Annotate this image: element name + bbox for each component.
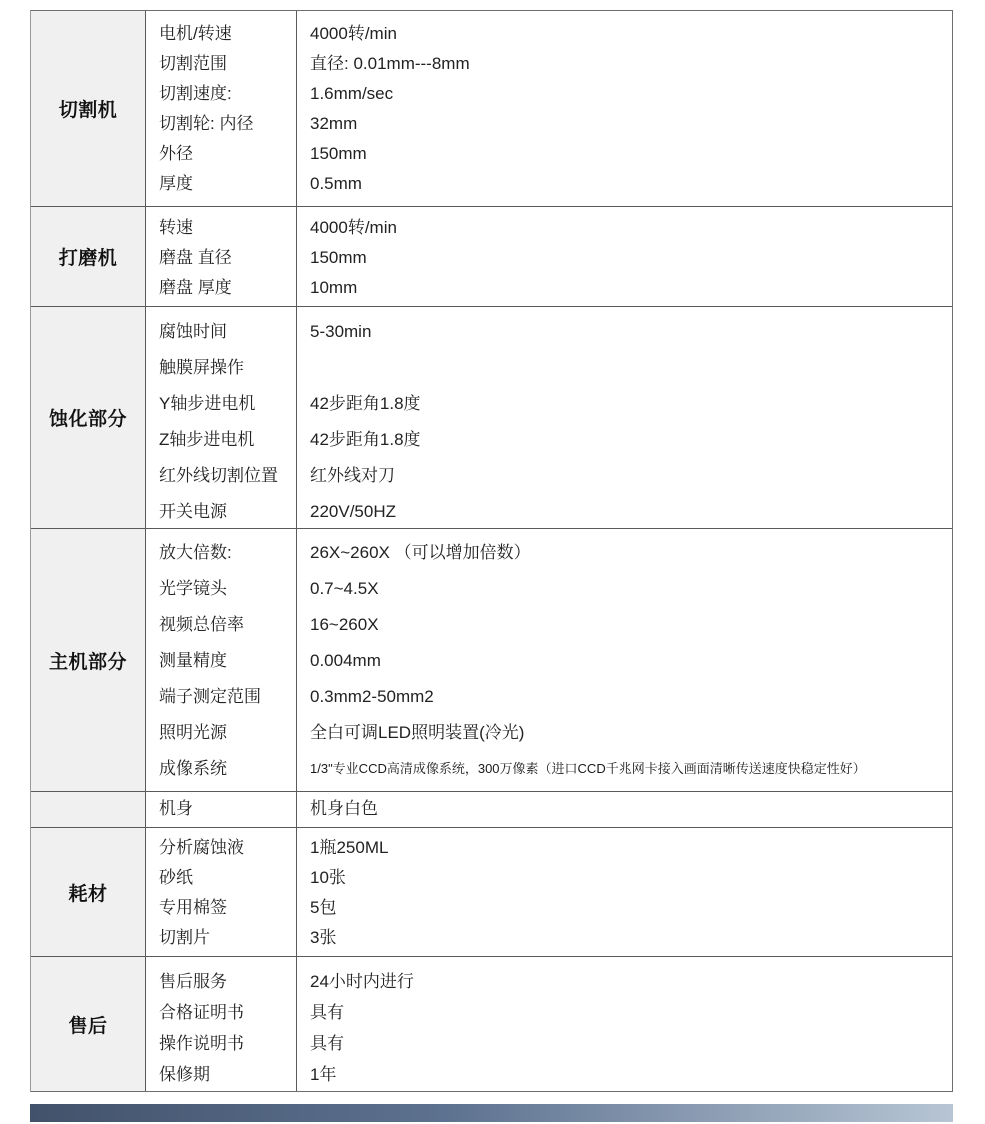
param-label: 光学镜头 — [159, 579, 227, 598]
category-label: 打磨机 — [58, 248, 118, 269]
section-machine-body — [31, 791, 952, 827]
param-value: 26X~260X （可以增加倍数） — [310, 543, 531, 562]
bottom-divider-bar — [30, 1104, 953, 1122]
param-label: 砂纸 — [159, 868, 193, 887]
param-label: 电机/转速 — [159, 24, 232, 43]
param-value: 0.004mm — [310, 651, 381, 670]
param-value: 1瓶250ML — [310, 838, 389, 857]
param-label: 保修期 — [159, 1065, 210, 1084]
section-grinding-machine — [31, 206, 952, 306]
param-column — [146, 11, 297, 206]
param-value: 红外线对刀 — [310, 466, 395, 485]
param-value: 150mm — [310, 248, 367, 267]
param-value: 4000转/min — [310, 24, 397, 43]
param-value: 全白可调LED照明装置(冷光) — [310, 723, 525, 742]
param-label: 测量精度 — [159, 651, 227, 670]
param-label: 切割范围 — [159, 54, 227, 73]
value-column — [297, 529, 952, 791]
value-column — [297, 307, 952, 528]
param-value: 4000转/min — [310, 218, 397, 237]
category-cell-grinding-machine — [31, 207, 146, 306]
param-label: 磨盘 直径 — [159, 248, 232, 267]
value-column — [297, 957, 952, 1091]
param-column — [146, 828, 297, 956]
section-etching-section — [31, 306, 952, 528]
param-label: 触膜屏操作 — [159, 358, 244, 377]
param-value: 5-30min — [310, 322, 372, 341]
param-value: 1年 — [310, 1065, 337, 1084]
section-main-unit-section — [31, 528, 952, 791]
category-label: 蚀化部分 — [48, 409, 127, 430]
param-value: 10mm — [310, 278, 358, 297]
category-cell-consumables — [31, 828, 146, 956]
value-column — [297, 11, 952, 206]
param-value: 16~260X — [310, 615, 379, 634]
param-value: 0.3mm2-50mm2 — [310, 687, 434, 706]
param-label: 红外线切割位置 — [159, 466, 278, 485]
param-label: 放大倍数: — [159, 543, 232, 562]
param-value: 机身白色 — [310, 799, 378, 818]
param-value: 42步距角1.8度 — [310, 394, 421, 413]
param-label: 合格证明书 — [159, 1003, 244, 1022]
category-cell-after-sales — [31, 957, 146, 1091]
param-column — [146, 792, 297, 827]
param-column — [146, 957, 297, 1091]
value-column — [297, 792, 952, 827]
param-value: 220V/50HZ — [310, 502, 396, 521]
param-label: 机身 — [159, 799, 193, 818]
param-value: 0.7~4.5X — [310, 579, 379, 598]
param-column — [146, 529, 297, 791]
param-value: 1.6mm/sec — [310, 84, 394, 103]
param-value: 具有 — [310, 1003, 344, 1022]
param-value: 直径: 0.01mm---8mm — [310, 54, 470, 73]
param-value: 150mm — [310, 144, 367, 163]
category-cell-machine-body — [31, 792, 146, 827]
param-value — [310, 350, 952, 386]
param-column — [146, 307, 297, 528]
param-label: 照明光源 — [159, 723, 227, 742]
param-column — [146, 207, 297, 306]
param-label: 开关电源 — [159, 502, 227, 521]
category-cell-main-unit-section — [31, 529, 146, 791]
param-label: 切割片 — [159, 928, 210, 947]
section-consumables — [31, 827, 952, 956]
param-value: 1/3"专业CCD高清成像系统，300万像素（进口CCD千兆网卡接入画面清晰传送速度快稳定性好） — [310, 761, 866, 776]
category-cell-etching-section — [31, 307, 146, 528]
category-cell-cutting-machine — [31, 11, 146, 206]
param-label: 专用棉签 — [159, 898, 227, 917]
param-label: 操作说明书 — [159, 1034, 244, 1053]
param-value: 具有 — [310, 1034, 344, 1053]
param-label: 视频总倍率 — [159, 615, 244, 634]
param-label: 转速 — [159, 218, 193, 237]
category-label: 切割机 — [58, 100, 118, 121]
param-label: 厚度 — [159, 174, 193, 193]
value-column — [297, 207, 952, 306]
param-label: 切割轮: 内径 — [159, 114, 254, 133]
param-value: 24小时内进行 — [310, 972, 414, 991]
section-cutting-machine — [31, 11, 952, 206]
param-value: 3张 — [310, 928, 337, 947]
param-label: 磨盘 厚度 — [159, 278, 232, 297]
param-label: 端子测定范围 — [159, 687, 261, 706]
section-after-sales — [31, 956, 952, 1091]
value-column — [297, 828, 952, 956]
spec-table — [30, 10, 953, 1092]
param-label: Y轴步进电机 — [159, 394, 256, 413]
param-label: 外径 — [159, 144, 193, 163]
param-value: 5包 — [310, 898, 337, 917]
param-value: 42步距角1.8度 — [310, 430, 421, 449]
category-label: 售后 — [68, 1015, 108, 1037]
param-label: 成像系统 — [159, 759, 227, 778]
param-label: 售后服务 — [159, 972, 227, 991]
param-value: 0.5mm — [310, 174, 362, 193]
param-label: 切割速度: — [159, 84, 232, 103]
category-label: 主机部分 — [48, 651, 127, 673]
param-label: 腐蚀时间 — [159, 322, 227, 341]
param-value: 10张 — [310, 868, 346, 887]
category-label: 耗材 — [68, 883, 108, 905]
param-value: 32mm — [310, 114, 358, 133]
param-label: 分析腐蚀液 — [159, 838, 244, 857]
param-label: Z轴步进电机 — [159, 430, 255, 449]
